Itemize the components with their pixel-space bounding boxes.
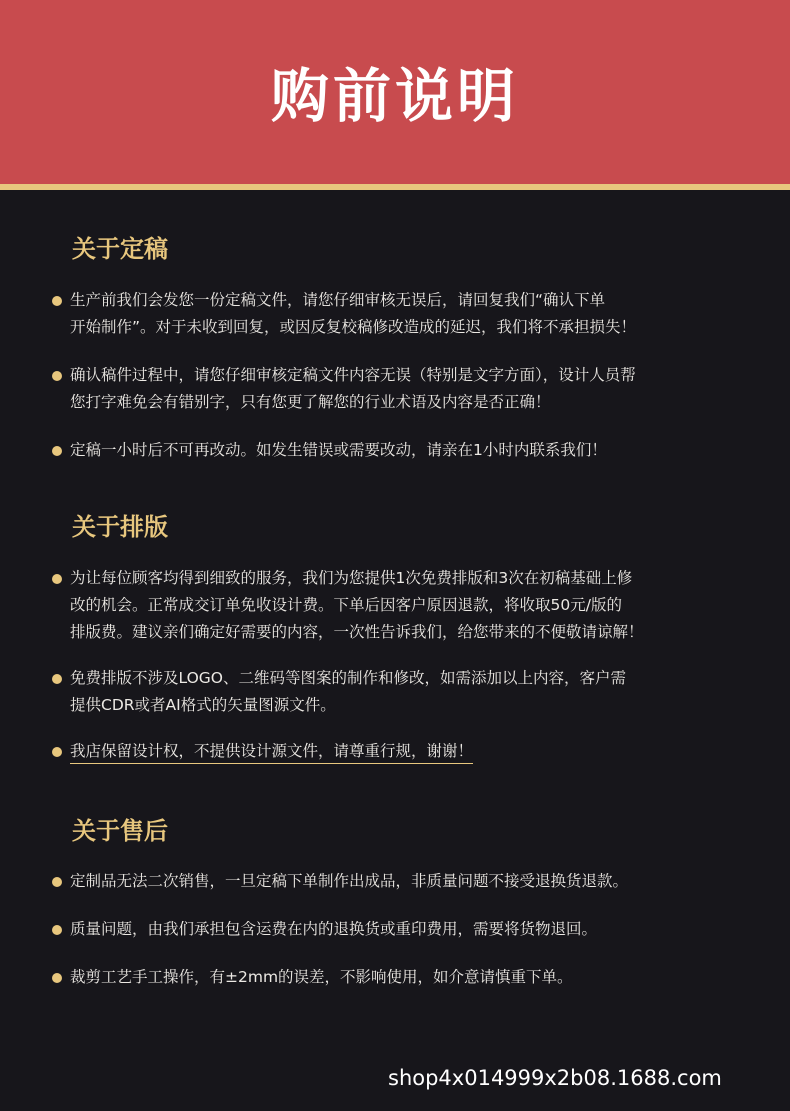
item-text <box>70 964 760 991</box>
item-line: 提供CDR或者AI格式的矢量图源文件。 <box>70 696 336 714</box>
item-text <box>70 868 760 895</box>
item-text <box>70 565 760 646</box>
section-title-after-sales: 关于售后 <box>72 817 168 845</box>
item-line: 开始制作”。对于未收到回复，或因反复校稿修改造成的延迟，我们将不承担损失！ <box>70 318 637 336</box>
section-title-finalization: 关于定稿 <box>72 235 168 263</box>
item-line: 确认稿件过程中，请您仔细审核定稿文件内容无误（特别是文字方面），设计人员帮 <box>70 366 636 384</box>
item-text <box>70 916 760 943</box>
bullet-dot <box>52 296 62 306</box>
item-line: 改的机会。正常成交订单免收设计费。下单后因客户原因退款，将收取50元/版的 <box>70 596 622 614</box>
page-title: 购前说明 <box>270 62 519 130</box>
item-line: 您打字难免会有错别字，只有您更了解您的行业术语及内容是否正确！ <box>70 393 551 411</box>
item-text <box>70 665 760 719</box>
item-line: 我店保留设计权，不提供设计源文件，请尊重行规，谢谢！ <box>70 742 473 764</box>
bullet-dot <box>52 925 62 935</box>
item-line: 质量问题，由我们承担包含运费在内的退换货或重印费用，需要将货物退回。 <box>70 920 598 938</box>
bullet-dot <box>52 877 62 887</box>
section-title-layout: 关于排版 <box>72 513 168 541</box>
item-line: 生产前我们会发您一份定稿文件，请您仔细审核无误后，请回复我们“确认下单 <box>70 291 606 309</box>
item-line: 排版费。建议亲们确定好需要的内容，一次性告诉我们，给您带来的不便敬请谅解！ <box>70 623 644 641</box>
bullet-dot <box>52 674 62 684</box>
item-line: 裁剪工艺手工操作，有±2mm的误差，不影响使用，如介意请慎重下单。 <box>70 968 573 986</box>
bullet-dot <box>52 973 62 983</box>
shop-url-watermark: shop4x014999x2b08.1688.com <box>388 1066 722 1090</box>
item-text <box>70 437 760 464</box>
bullet-dot <box>52 371 62 381</box>
bullet-dot <box>52 747 62 757</box>
bullet-dot <box>52 446 62 456</box>
item-line: 免费排版不涉及LOGO、二维码等图案的制作和修改，如需添加以上内容，客户需 <box>70 669 626 687</box>
item-text <box>70 738 760 765</box>
item-text <box>70 362 760 416</box>
item-line: 定制品无法二次销售，一旦定稿下单制作出成品，非质量问题不接受退换货退款。 <box>70 872 629 890</box>
header-divider <box>0 184 790 190</box>
item-line: 定稿一小时后不可再改动。如发生错误或需要改动，请亲在1小时内联系我们！ <box>70 441 607 459</box>
bullet-dot <box>52 574 62 584</box>
item-line: 为让每位顾客均得到细致的服务，我们为您提供1次免费排版和3次在初稿基础上修 <box>70 569 633 587</box>
item-text <box>70 287 760 341</box>
